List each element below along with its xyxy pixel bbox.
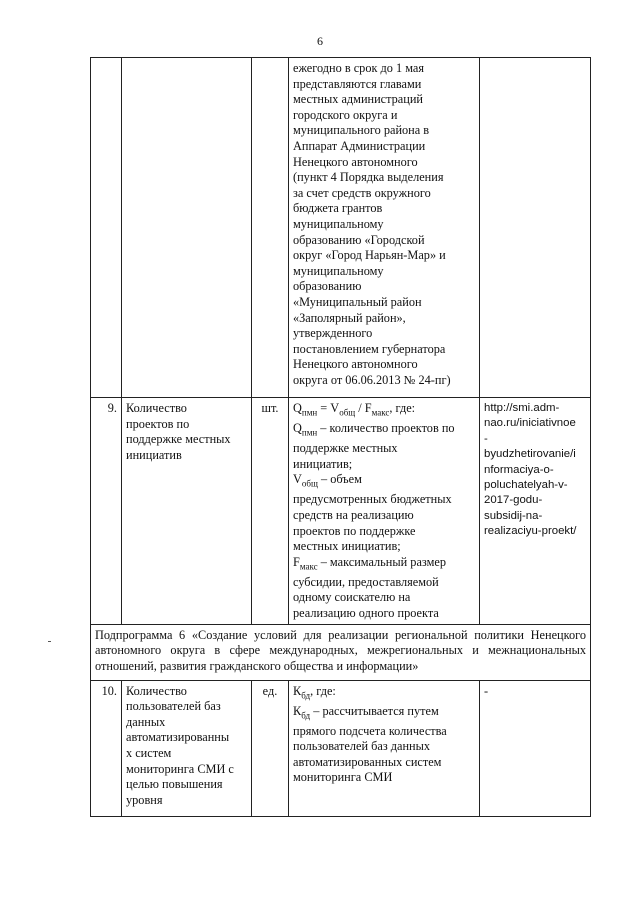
method-line: постановлением губернатора — [293, 341, 446, 356]
method-line: – объем — [317, 472, 362, 487]
method-line: инициатив; — [293, 456, 353, 471]
method-line: «Муниципальный район — [293, 294, 422, 309]
calculation-method — [289, 680, 480, 816]
method-line: ежегодно в срок до 1 мая — [293, 61, 425, 75]
f-definition: $F_{макс}$ – максимальный размер субсидии, предоставляемой одному соискателю на реализацию одного проекта — [293, 555, 475, 622]
method-line: автоматизированных систем — [293, 754, 442, 769]
cell-method — [289, 58, 480, 398]
name-line: проектов по — [126, 416, 190, 431]
method-line: бюджета грантов — [293, 201, 383, 216]
table-row-10 — [91, 680, 591, 816]
name-line: автоматизированны — [126, 730, 230, 745]
method-line: проектов по поддержке — [293, 523, 416, 538]
method-line: прямого подсчета количества — [293, 723, 447, 738]
indicators-table — [90, 57, 591, 817]
name-line: данных — [126, 714, 166, 729]
method-line: Ненецкого автономного — [293, 357, 418, 372]
q-definition: $Q_{пмн}$ – количество проектов по поддержке местных инициатив; — [293, 421, 475, 472]
name-line: х систем — [126, 745, 172, 760]
row-number: 9. — [91, 398, 122, 625]
source-line: nao.ru/iniciativnoe — [484, 417, 576, 430]
method-line: округ «Город Нарьян-Мар» и — [293, 248, 446, 263]
source-line: realizaciyu-proekt/ — [484, 525, 577, 538]
method-line: муниципального района в — [293, 123, 430, 138]
table-row-continuation — [91, 58, 591, 398]
method-line: поддержке местных — [293, 441, 398, 456]
cell-source — [480, 58, 591, 398]
method-line: округа от 06.06.2013 № 24-пг) — [293, 372, 451, 387]
method-line: мониторинга СМИ — [293, 770, 393, 785]
method-line: – рассчитывается путем — [310, 703, 439, 718]
v-definition: $V_{общ}$ – объем предусмотренных бюджетных средств на реализацию проектов по поддержке местных инициатив; — [293, 472, 475, 554]
method-line: (пункт 4 Порядка выделения — [293, 170, 444, 185]
name-line: пользователей баз — [126, 699, 221, 714]
name-line: Количество — [126, 683, 187, 698]
unit: ед. — [252, 680, 289, 816]
unit: шт. — [252, 398, 289, 625]
method-line: муниципальному — [293, 263, 384, 278]
source-link[interactable] — [480, 398, 591, 625]
page-number: 6 — [317, 34, 323, 48]
method-line: местных администраций — [293, 92, 424, 107]
formula-line: $Q_{пмн} = V_{общ} / F_{макс}$, где: — [293, 401, 416, 418]
source-line: byudzhetirovanie/i — [484, 448, 576, 461]
method-line: представляются главами — [293, 76, 422, 91]
method-line: муниципальному — [293, 216, 384, 231]
source-line: nformaciya-o- — [484, 463, 554, 476]
cell-name — [122, 58, 252, 398]
row-number: 10. — [91, 680, 122, 816]
indicator-name — [122, 680, 252, 816]
name-line: уровня — [126, 792, 163, 807]
method-line: «Заполярный район», — [293, 310, 406, 325]
source-line: - — [484, 432, 488, 445]
source-line: http://smi.adm- — [484, 402, 560, 414]
formula-line: $К_{бд}$, где: — [293, 683, 336, 700]
subprogram-title: Подпрограмма 6 «Создание условий для реализации региональной политики Ненецкого автономного округа в сфере международных, межрегиональных и межнациональных отношений, развития гражданского общества и информации» — [91, 624, 591, 680]
method-line: средств на реализацию — [293, 507, 414, 522]
k-definition: $К_{бд}$ – рассчитывается путем прямого подсчета количества пользователей баз данных автоматизированных систем мониторинга СМИ — [293, 704, 475, 786]
indicator-name — [122, 398, 252, 625]
method-line: образованию «Городской — [293, 232, 425, 247]
method-line: – количество проектов по — [317, 421, 455, 436]
method-line: субсидии, предоставляемой — [293, 574, 439, 589]
name-line: инициатив — [126, 447, 182, 462]
method-line: Ненецкого автономного — [293, 154, 418, 169]
source: - — [480, 680, 591, 816]
method-line: предусмотренных бюджетных — [293, 492, 452, 507]
method-line: одному соискателю на — [293, 590, 411, 605]
method-line: пользователей баз данных — [293, 739, 431, 754]
cell-num — [91, 58, 122, 398]
margin-mark — [48, 641, 51, 642]
source-line: subsidij-na- — [484, 509, 543, 522]
name-line: мониторинга СМИ с — [126, 761, 234, 776]
source-line: 2017-godu- — [484, 494, 543, 507]
method-line: Аппарат Администрации — [293, 138, 426, 153]
name-line: целью повышения — [126, 777, 223, 792]
method-line: местных инициатив; — [293, 539, 401, 554]
name-line: Количество — [126, 401, 187, 415]
method-line: реализацию одного проекта — [293, 605, 439, 620]
method-line: за счет средств окружного — [293, 185, 431, 200]
method-line: образованию — [293, 279, 362, 294]
calculation-method — [289, 398, 480, 625]
method-line: городского округа и — [293, 107, 398, 122]
cell-unit — [252, 58, 289, 398]
table-row-9 — [91, 398, 591, 625]
method-line: – максимальный размер — [317, 554, 446, 569]
name-line: поддержке местных — [126, 432, 231, 447]
subprogram-header-row — [91, 624, 591, 680]
method-line: утвержденного — [293, 326, 373, 341]
source-line: poluchatelyah-v- — [484, 479, 568, 492]
